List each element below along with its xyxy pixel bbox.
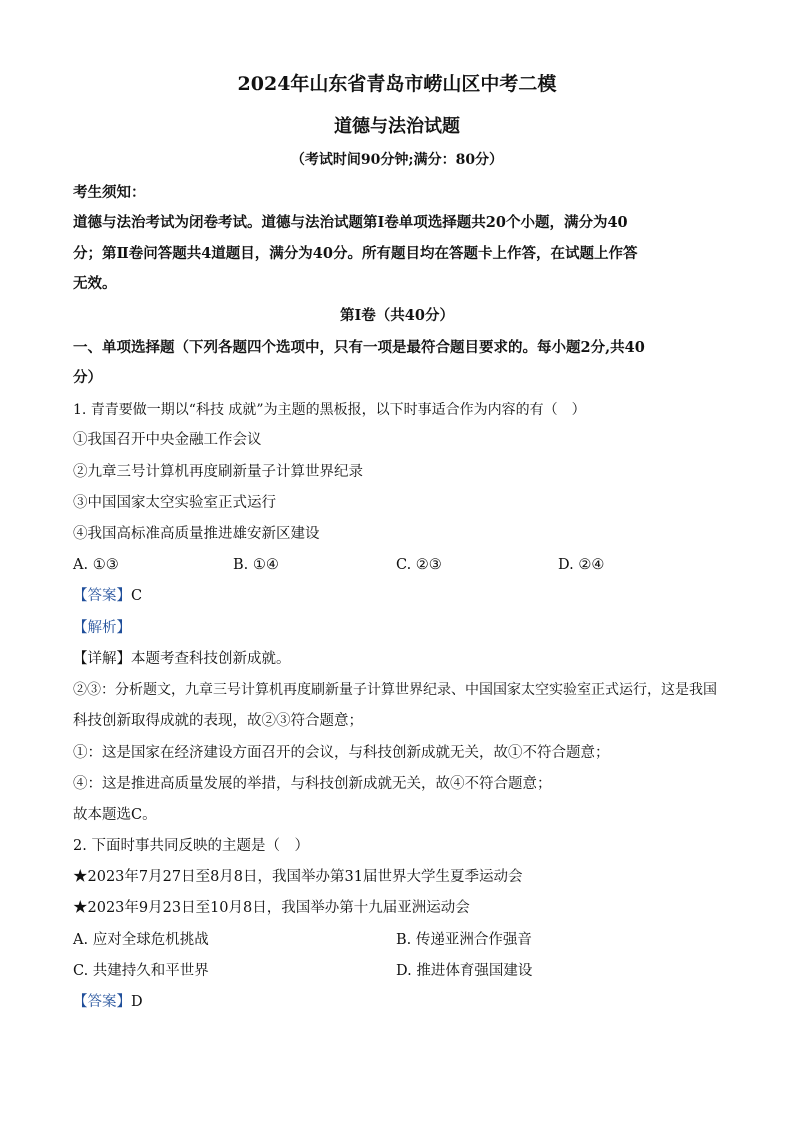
q1-explain-line: ①：这是国家在经济建设方面召开的会议，与科技创新成就无关，故①不符合题意；	[73, 745, 610, 761]
section-title: 第Ⅰ卷（共40分）	[340, 307, 454, 324]
q1-stem: 1. 青青要做一期以“科技 成就”为主题的黑板报，以下时事适合作为内容的有（ ）	[73, 402, 586, 418]
q1-option-a: A. ①③	[73, 557, 119, 573]
q2-stem: 2. 下面时事共同反映的主题是（ ）	[73, 838, 309, 854]
q1-option-c: C. ②③	[396, 557, 442, 573]
answer-tag: 【答案】	[73, 588, 131, 604]
detail-tag: 【详解】	[73, 651, 131, 667]
q2-option-b: B. 传递亚洲合作强音	[396, 932, 532, 948]
q1-option-b: B. ①④	[233, 557, 279, 573]
analysis-tag: 【解析】	[73, 620, 131, 636]
part-heading-line: 一、单项选择题（下列各题四个选项中，只有一项是最符合题目要求的。每小题2分,共40	[73, 339, 645, 356]
q2-option-c: C. 共建持久和平世界	[73, 963, 209, 979]
q2-item: ★2023年7月27日至8月8日，我国举办第31届世界大学生夏季运动会	[73, 869, 523, 885]
q1-item: ③中国国家太空实验室正式运行	[73, 495, 276, 511]
detail-text: 本题考查科技创新成就。	[131, 651, 291, 667]
q1-item: ②九章三号计算机再度刷新量子计算世界纪录	[73, 464, 363, 480]
q1-explain-line: ④：这是推进高质量发展的举措，与科技创新成就无关，故④不符合题意；	[73, 776, 552, 792]
q2-option-d: D. 推进体育强国建设	[396, 963, 533, 979]
answer-value: D	[131, 994, 143, 1010]
q1-item: ①我国召开中央金融工作会议	[73, 432, 262, 448]
q1-answer	[73, 586, 733, 606]
notice-line: 分；第Ⅱ卷问答题共4道题目，满分为40分。所有题目均在答题卡上作答，在试题上作答	[73, 245, 638, 262]
q1-explain-line: ②③：分析题文，九章三号计算机再度刷新量子计算世界纪录、中国国家太空实验室正式运行，这是我国	[73, 682, 717, 698]
notice-heading: 考生须知：	[73, 184, 146, 201]
q1-analysis	[73, 618, 733, 638]
q1-option-d: D. ②④	[558, 557, 605, 573]
q1-explain-line: 科技创新取得成就的表现，故②③符合题意；	[73, 713, 363, 729]
answer-value: C	[131, 588, 143, 604]
notice-line: 道德与法治考试为闭卷考试。道德与法治试题第Ⅰ卷单项选择题共20个小题，满分为40	[73, 214, 628, 231]
q1-explain-line: 故本题选C。	[73, 807, 157, 823]
exam-subtitle: 道德与法治试题	[334, 116, 460, 137]
exam-title: 2024年山东省青岛市崂山区中考二模	[237, 73, 557, 95]
q1-detail	[73, 649, 733, 669]
part-heading-line: 分）	[73, 369, 102, 386]
exam-time-note: （考试时间90分钟;满分：80分）	[290, 152, 504, 168]
q1-item: ④我国高标准高质量推进雄安新区建设	[73, 526, 320, 542]
notice-line: 无效。	[73, 275, 117, 292]
q2-option-a: A. 应对全球危机挑战	[73, 932, 209, 948]
answer-tag: 【答案】	[73, 994, 131, 1010]
q2-item: ★2023年9月23日至10月8日，我国举办第十九届亚洲运动会	[73, 900, 470, 916]
q2-answer	[73, 992, 733, 1012]
